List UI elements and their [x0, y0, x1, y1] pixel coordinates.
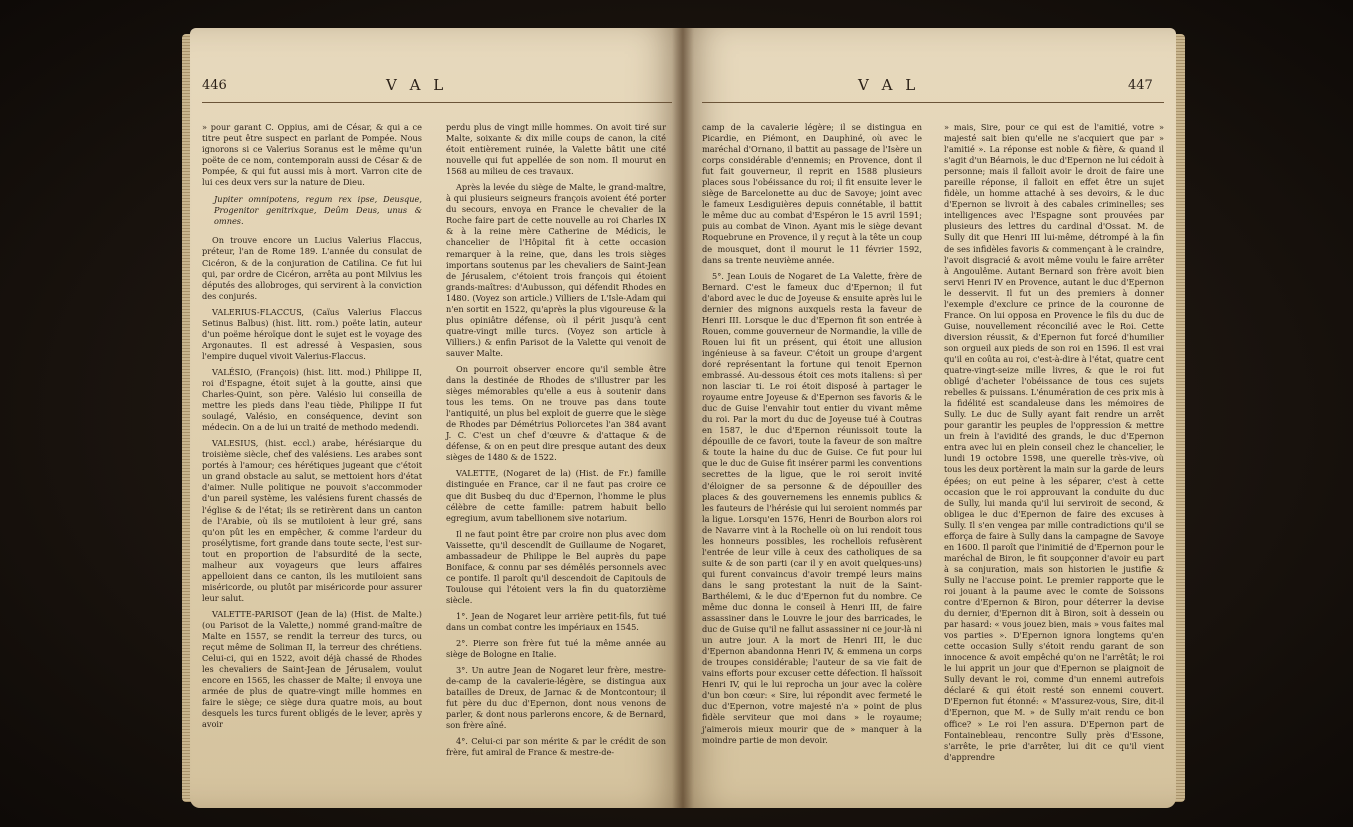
right-header [682, 76, 1176, 98]
paragraph: On trouve encore un Lucius Valerius Flaccus, préteur, l'an de Rome 189. L'année du consulat de Cicéron, & de la conjuration de Catilina. Ce fut lui qui, par ordre de Cicéron, arrêta au pont Milvius les députés des allobroges, qui servirent à la conviction des conjurés. [202, 235, 422, 301]
left-page [190, 28, 682, 808]
paragraph: 5°. Jean Louis de Nogaret de La Valette, frère de Bernard. C'est le fameux duc d'Epernon; il fut d'abord avec le duc de Joyeuse & ensuite après lui le dernier des mignons auxquels resta la faveur de Henri III. Lorsque le duc d'Epernon fit son entrée à Rouen, comme gouverneur de Normandie, la ville de Rouen lui fit un présent, qui étoit une allusion ingénieuse à sa faveur. C'étoit un groupe d'argent doré représentant la fortune qui tenoit Epernon embrassé. Au-dessous étoit ces mots italiens: sì per non lasciar ti. Le roi étoit disposé à partager le royaume entre Joyeuse & d'Epernon ses favoris & le duc de Guise l'envahir tout entier du vivant même du roi. Par la mort du duc de Joyeuse tué à Coutras en 1587, le duc d'Epernon réunissoit toute la dépouille de ce favori, toute la faveur de son maître & toute la haine du duc de Guise. Ce fut pour lui que le duc de Guise fit insérer parmi les conventions secrettes de la ligue, que le roi seroit invité d'éloigner de sa personne & de dépouiller des places & des gouvernemens les ennemis publics & les fauteurs de l'hérésie qui lui seroient nommés par la ligue. Lorsqu'en 1576, Henri de Bourbon alors roi de Navarre vint à la Rochelle où on lui rendoit tous les honneurs possibles, les rochellois refusèrent l'entrée de leur ville à ceux des catholiques de sa suite & de son parti (car il y en avoit quelques-uns) qui furent convaincus d'avoir trempé leurs mains dans le sang protestant la nuit de la Saint-Barthélemi, & le duc d'Epernon fut du nombre. Ce même duc donna le conseil à Henri III, de faire assassiner dans le Louvre le jour des barricades, le duc de Guise qu'il ne fallut assassiner ni ce jour-là ni un autre jour. A la mort de Henri III, le duc d'Epernon abandonna Henri IV, & emmena un corps de troupes considérable; l'auteur de sa vie fait de vains efforts pour excuser cette défection. Il haïssoit Henri IV, qui le lui reprocha un jour avec la colère d'un bon cœur: « Sire, lui répondit avec fermeté le duc d'Epernon, votre majesté n'a » point de plus fidèle serviteur que moi dans » le royaume; j'aimerois mieux mourir que de » manquer à la moindre partie de mon devoir. [702, 270, 923, 745]
right-column-2 [944, 122, 1164, 768]
right-page [682, 28, 1176, 808]
left-column-1 [202, 122, 422, 735]
paragraph: VALÉSIO, (François) (hist. litt. mod.) Philippe II, roi d'Espagne, étoit sujet à la goutte, ainsi que Charles-Quint, son père. Valésio lui conseilla de mettre les pieds dans l'eau tiède, Philippe II fut soulagé, Valésio, en conséquence, devint son médecin. On a de lui un traité de methodo medendi. [202, 366, 422, 433]
paragraph: 4°. Celui-ci par son mérite & par le crédit de son frère, fut amiral de France & mestre-de- [446, 736, 666, 758]
right-header-rule [702, 102, 1164, 103]
verse-quote: Jupiter omnipotens, regum rex ipse, Deusque, Progenitor genitrixque, Deûm Deus, unus & omnes. [214, 194, 422, 227]
paragraph: VALERIUS-FLACCUS, (Caïus Valerius Flaccus Setinus Balbus) (hist. litt. rom.) poëte latin, auteur d'un poëme héroïque dont le sujet est le voyage des Argonautes. Il est adressé à Vespasien, sous l'empire duquel vivoit Valerius-Flaccus. [202, 306, 422, 361]
paragraph: » pour garant C. Oppius, ami de César, & qui a ce titre peut être suspect en parlant de Pompée. Nous ignorons si ce Valerius Soranus est le même qu'un poëte de ce nom, contemporain aussi de César & de Pompée, & qui fut aussi mis à mort. Varron cite de lui ces deux vers sur la nature de Dieu. [202, 122, 422, 188]
paragraph: 3°. Un autre Jean de Nogaret leur frère, mestre-de-camp de la cavalerie-légère, se distingua aux batailles de Dreux, de Jarnac & de Montcontour; il fut père du duc d'Epernon, dont nous venons de parler, & dont nous parlerons encore, & de Bernard, son frère aîné. [446, 665, 666, 731]
paragraph: On pourroit observer encore qu'il semble être dans la destinée de Rhodes de s'illustrer par les sièges mémorables qu'elle a eus à soutenir dans tous les tems. On ne trouve pas dans toute l'antiquité, un plus bel exploit de guerre que le siège de Rhodes par Démétrius Poliorcetes l'an 384 avant J. C. C'est un chef d'œuvre & d'attaque & de défense, & on en peut dire presque autant des deux sièges de 1480 & de 1522. [446, 363, 666, 463]
right-column-1 [702, 122, 922, 751]
paragraph: Il ne faut point être par croire non plus avec dom Vaissette, qu'il descendît de Guillaume de Nogaret, ambassadeur de Philippe le Bel auprès du pape Boniface, & connu par ses démêlés personnels avec ce pontife. Il paroît qu'il descendoit de Capitouls de Toulouse qui l'étoient vers la fin du quatorzième siècle. [446, 528, 666, 605]
paragraph: VALETTE-PARISOT (Jean de la) (Hist. de Malte.) (ou Parisot de la Valette,) nommé grand-maître de Malte en 1557, se rendit la terreur des turcs, ou reçut même de Soliman II, la terreur des chrétiens. Celui-ci, qui en 1522, avoit déjà chassé de Rhodes les chevaliers de Saint-Jean de Jérusalem, voulut encore en 1565, les chasser de Malte; il envoya une armée de plus de quatre-vingt mille hommes en faire le siège; ce siège dura quatre mois, au bout desquels les turcs furent obligés de le lever, après y avoir [202, 608, 422, 730]
right-page-number: 447 [1128, 78, 1153, 93]
right-page-edges [1175, 34, 1185, 802]
paragraph: » mais, Sire, pour ce qui est de l'amitié, votre » majesté sait bien qu'elle ne s'acquiert que par » l'amitié ». La réponse est noble & fière, & quand il s'agit d'un Béarnois, le duc d'Epernon ne lui cédoit à personne; mais il falloit avoir le droit de faire une pareille réponse, il falloit en effet être un sujet fidèle, un homme attaché à ses devoirs, & le duc d'Epernon se livroit à des cabales criminelles; ses intelligences avec l'Espagne sont prouvées par plusieurs des lettres du cardinal d'Ossat. M. de Sully dit que Henri III lui-même, détrompé à la fin de ses infidèles favoris & commençant à le craindre, l'avoit disgracié & avoit même voulu le faire arrêter à Angoulême. Autant Bernard son frère avoit bien servi Henri IV en Provence, autant le duc d'Epernon le desservit. Il fut un des premiers à donner l'exemple d'exclure ce prince de la couronne de France. On lui opposa en Provence le fils du duc de Guise, nouvellement réconcilié avec le Roi. Cette diversion réussit, & d'Epernon fut forcé d'humilier son orgueil aux pieds de son roi en 1596. Il est vrai qu'il en coûta au roi, c'est-à-dire à l'état, quatre cent quatre-vingt-seize mille livres, & que le roi fut obligé d'acheter l'obéissance de tous ces sujets rebelles & puissans. L'énumération de ces prix mis à la fidélité est scandaleuse dans les mémoires de Sully. Le duc de Sully ayant fait rendre un arrêt pour garantir les peuples de l'oppression & mettre un frein à l'avidité des grands, le duc d'Epernon entra avec lui en plein conseil chez le chancelier, le lundi 19 octobre 1598, une querelle très-vive, où tous les deux portèrent la main sur la garde de leurs épées; on eut peine à les séparer, c'est à cette occasion que le roi approuvant la conduite du duc de Sully, lui manda qu'il lui serviroit de second, & obligea le duc d'Epernon de faire des excuses à Sully. Il s'en vengea par mille contradictions qu'il se efforça de faire à Sully dans la campagne de Savoye en 1600. Il paroît que l'inimitié de d'Epernon pour le maréchal de Biron, le fit soupçonner d'avoir eu part à sa conjuration, mais son historien le justifie & Sully ne l'accuse point. Le premier rapporte que le roi jouant à la paume avec le comte de Soissons contre d'Epernon & Biron, pour déterrer la devise du dernier, d'Epernon dit à Biron, soit à dessein ou par hasard: « vous jouez bien, mais » vous faites mal vos parties ». D'Epernon ignora longtems qu'en cette occasion Sully s'étoit rendu garant de son innocence & avoit empêché qu'on ne l'arrêtât; le roi le lui apprit un jour que d'Epernon se plaignoit de Sully devant le roi, comme d'un ennemi autrefois déclaré & qui étoit resté son ennemi couvert. D'Epernon fut étonné: « M'assurez-vous, Sire, dit-il d'Epernon, que M. » de Sully m'ait rendu ce bon office? » Le roi l'en assura. D'Epernon part de Fontainebleau, rencontre Sully près d'Essone, s'arrête, le prie d'arrêter, lui dit ce qu'il vient d'apprendre [944, 122, 1164, 762]
paragraph: perdu plus de vingt mille hommes. On avoit tiré sur Malte, soixante & dix mille coups de canon, la cité étoit entièrement ruinée, la Valette bâtit une cité nouvelle qui fut appellée de son nom. Il mourut en 1568 au milieu de ces travaux. [446, 122, 666, 177]
book-gutter [672, 28, 694, 808]
left-header-rule [202, 102, 672, 103]
paragraph: 1°. Jean de Nogaret leur arrière petit-fils, fut tué dans un combat contre les impériaux en 1545. [446, 610, 666, 633]
paragraph: Après la levée du siège de Malte, le grand-maître, à qui plusieurs seigneurs françois avoient été porter du secours, envoya en France le chevalier de la Roche faire part de cette nouvelle au roi Charles IX & à la reine mère Catherine de Médicis, le chancelier de l'Hôpital fit à cette occasion remarquer à la reine, que, dans les trois sièges importans soutenus par les chevaliers de Saint-Jean de Jérusalem, c'étoient trois françois qui étoient grands-maîtres: d'Aubusson, qui défendit Rhodes en 1480. (Voyez son article.) Villiers de L'Isle-Adam qui n'en sortit en 1522, qu'après la plus vigoureuse & la plus opiniâtre défense, où il périt jusqu'à cent quatre-vingt mille turcs. (Voyez son article à Villiers.) & enfin Parisot de la Valette qui venoit de sauver Malte. [446, 182, 666, 358]
left-header [190, 76, 682, 98]
paragraph: 2°. Pierre son frère fut tué la même année au siège de Bologne en Italie. [446, 638, 666, 660]
left-running-head: V A L [386, 76, 448, 94]
paragraph: VALETTE, (Nogaret de la) (Hist. de Fr.) famille distinguée en France, car il ne faut pas croire ce que dit Busbeq du duc d'Epernon, l'homme le plus célèbre de cette famille: patrem habuit bello egregium, avum tabellionem sive notarium. [446, 468, 666, 523]
left-column-2 [446, 122, 666, 764]
paragraph: camp de la cavalerie légère; il se distingua en Picardie, en Piémont, en Dauphiné, où avec le maréchal d'Ornano, il battit au passage de l'Isère un corps considérable d'ennemis; en Provence, dont il fut fait gouverneur, il reprit en 1588 plusieurs places sous l'obéissance du roi; il fit ensuite lever le siège de Barcelonette au duc de Savoye; joint avec le fameux Lesdiguières depuis connétable, il battit le même duc au combat d'Espéron le 15 avril 1591; puis au combat de Vinon. Ayant mis le siège devant Roquebrune en Provence, il y reçut à la tête un coup de mousquet, dont il mourut le 11 février 1592, dans sa trente neuvième année. [702, 122, 922, 265]
left-page-number: 446 [202, 78, 227, 93]
right-running-head: V A L [858, 76, 920, 94]
paragraph: VALESIUS, (hist. eccl.) arabe, hérésiarque du troisième siècle, chef des valésiens. Les arabes sont portés à l'amour; ces hérétiques jugeant que c'étoit un grand obstacle au salut, se mettoient hors d'état d'aimer. Nulle politique ne pouvoit s'accommoder d'un pareil système, les valésiens furent chassés de l'église & de l'état; ils se retirèrent dans un canton de l'Arabie, où ils se mutiloient à leur gré, sans qu'on pût les en empêcher, & comme l'ardeur du prosélytisme, fort grande dans toute secte, l'est sur-tout en proportion de l'absurdité de la secte, malheur aux voyageurs que leurs affaires appelloient dans ce canton, ils les mutiloient sans miséricorde, ou plutôt par miséricorde pour assurer leur salut. [202, 438, 422, 603]
